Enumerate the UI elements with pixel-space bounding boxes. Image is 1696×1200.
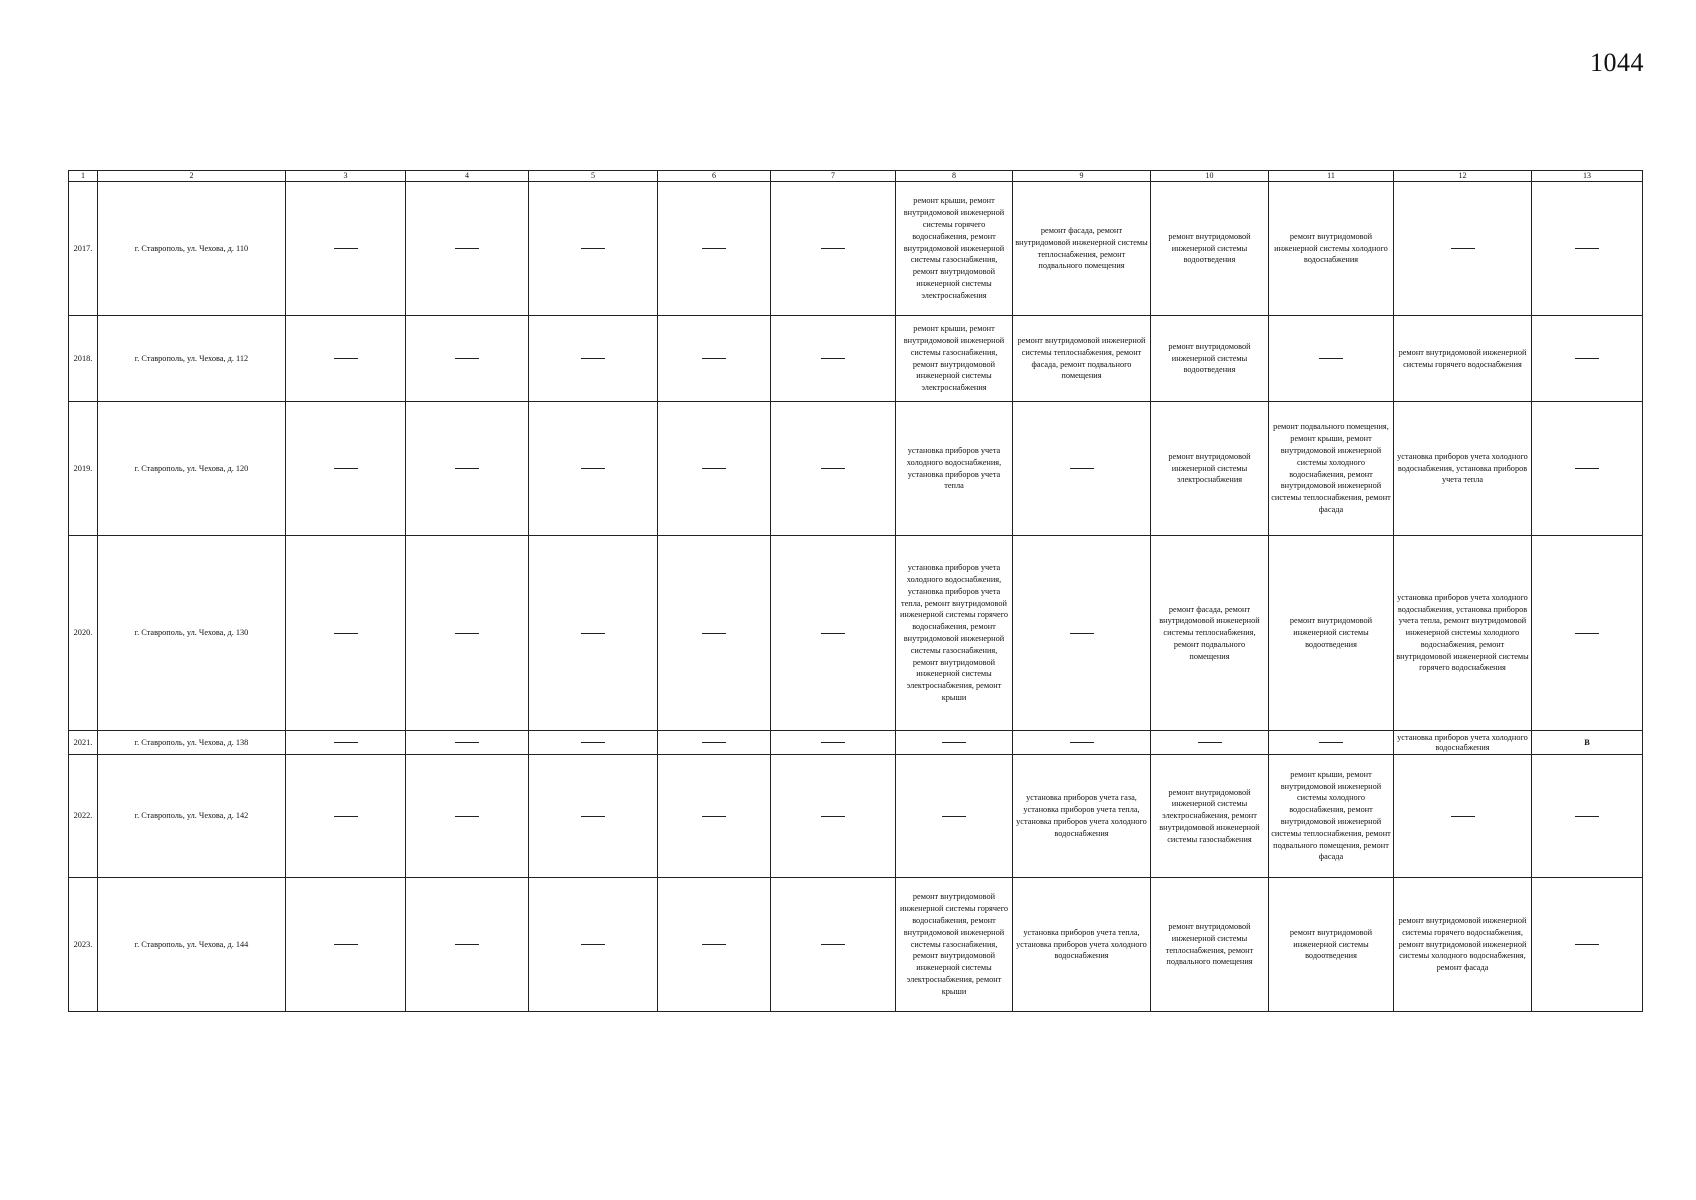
table-row bbox=[69, 755, 1643, 878]
empty-cell-c3 bbox=[286, 182, 406, 316]
dash-mark bbox=[1575, 468, 1599, 469]
empty-cell-c4 bbox=[406, 182, 529, 316]
dash-mark bbox=[334, 358, 358, 359]
cell-c13: В bbox=[1532, 731, 1643, 755]
row-address: г. Ставрополь, ул. Чехова, д. 112 bbox=[98, 316, 286, 402]
dash-mark bbox=[821, 944, 845, 945]
empty-cell-c11 bbox=[1269, 731, 1394, 755]
dash-mark bbox=[581, 468, 605, 469]
work-cell-c11: ремонт крыши, ремонт внутридомовой инженерной системы холодного водоснабжения, ремонт внутридомовой инженерной системы теплоснабжения, ремонт подвального помещения, ремонт фасада bbox=[1269, 755, 1394, 878]
empty-cell-c5 bbox=[529, 182, 658, 316]
dash-mark bbox=[702, 816, 726, 817]
work-cell-c8: ремонт крыши, ремонт внутридомовой инженерной системы горячего водоснабжения, ремонт внутридомовой инженерной системы газоснабжения, ремонт внутридомовой инженерной системы электроснабжения bbox=[896, 182, 1013, 316]
row-number: 2017. bbox=[69, 182, 98, 316]
empty-cell-c3 bbox=[286, 755, 406, 878]
empty-cell-c9 bbox=[1013, 731, 1151, 755]
dash-mark bbox=[1575, 944, 1599, 945]
dash-mark bbox=[1070, 742, 1094, 743]
work-cell-c10: ремонт внутридомовой инженерной системы водоотведения bbox=[1151, 316, 1269, 402]
empty-cell-c5 bbox=[529, 731, 658, 755]
work-cell-c11: ремонт внутридомовой инженерной системы водоотведения bbox=[1269, 536, 1394, 731]
empty-cell-c5 bbox=[529, 316, 658, 402]
work-cell-c8: установка приборов учета холодного водоснабжения, установка приборов учета тепла, ремонт внутридомовой инженерной системы горячего водоснабжения, ремонт внутридомовой инженерной системы газоснабжения, ремонт внутридомовой инженерной системы электроснабжения, ремонт крыши bbox=[896, 536, 1013, 731]
column-header: 10 bbox=[1151, 171, 1269, 182]
dash-mark bbox=[1575, 248, 1599, 249]
work-cell-c11: ремонт внутридомовой инженерной системы водоотведения bbox=[1269, 878, 1394, 1012]
dash-mark bbox=[1451, 816, 1475, 817]
work-cell-c10: ремонт внутридомовой инженерной системы водоотведения bbox=[1151, 182, 1269, 316]
row-address: г. Ставрополь, ул. Чехова, д. 144 bbox=[98, 878, 286, 1012]
empty-cell-c3 bbox=[286, 402, 406, 536]
dash-mark bbox=[1575, 816, 1599, 817]
dash-mark bbox=[334, 816, 358, 817]
row-address: г. Ставрополь, ул. Чехова, д. 110 bbox=[98, 182, 286, 316]
work-cell-c10: ремонт фасада, ремонт внутридомовой инженерной системы теплоснабжения, ремонт подвального помещения bbox=[1151, 536, 1269, 731]
column-header: 7 bbox=[771, 171, 896, 182]
table-row bbox=[69, 731, 1643, 755]
table-row bbox=[69, 402, 1643, 536]
work-cell-c8: установка приборов учета холодного водоснабжения, установка приборов учета тепла bbox=[896, 402, 1013, 536]
dash-mark bbox=[821, 742, 845, 743]
column-header: 11 bbox=[1269, 171, 1394, 182]
column-header: 2 bbox=[98, 171, 286, 182]
work-cell-c12: установка приборов учета холодного водоснабжения, установка приборов учета тепла bbox=[1394, 402, 1532, 536]
dash-mark bbox=[1070, 468, 1094, 469]
column-header: 9 bbox=[1013, 171, 1151, 182]
work-cell-c10: ремонт внутридомовой инженерной системы электроснабжения, ремонт внутридомовой инженерной системы газоснабжения bbox=[1151, 755, 1269, 878]
empty-cell-c4 bbox=[406, 755, 529, 878]
dash-mark bbox=[942, 742, 966, 743]
dash-mark bbox=[1575, 358, 1599, 359]
dash-mark bbox=[455, 358, 479, 359]
table-row bbox=[69, 182, 1643, 316]
work-cell-c9: установка приборов учета газа, установка приборов учета тепла, установка приборов учета холодного водоснабжения bbox=[1013, 755, 1151, 878]
work-schedule-table bbox=[68, 170, 1643, 1012]
empty-cell-c6 bbox=[658, 755, 771, 878]
column-header: 12 bbox=[1394, 171, 1532, 182]
dash-mark bbox=[702, 633, 726, 634]
row-address: г. Ставрополь, ул. Чехова, д. 120 bbox=[98, 402, 286, 536]
empty-cell-c7 bbox=[771, 536, 896, 731]
column-header: 13 bbox=[1532, 171, 1643, 182]
work-cell-c10: ремонт внутридомовой инженерной системы теплоснабжения, ремонт подвального помещения bbox=[1151, 878, 1269, 1012]
column-header: 3 bbox=[286, 171, 406, 182]
column-header: 5 bbox=[529, 171, 658, 182]
work-cell-c12: ремонт внутридомовой инженерной системы горячего водоснабжения bbox=[1394, 316, 1532, 402]
work-cell-c12: ремонт внутридомовой инженерной системы горячего водоснабжения, ремонт внутридомовой инженерной системы холодного водоснабжения, ремонт фасада bbox=[1394, 878, 1532, 1012]
row-address: г. Ставрополь, ул. Чехова, д. 138 bbox=[98, 731, 286, 755]
empty-cell-c3 bbox=[286, 878, 406, 1012]
row-number: 2018. bbox=[69, 316, 98, 402]
empty-cell-c5 bbox=[529, 878, 658, 1012]
dash-mark bbox=[581, 742, 605, 743]
work-cell-c8: ремонт крыши, ремонт внутридомовой инженерной системы газоснабжения, ремонт внутридомовой инженерной системы электроснабжения bbox=[896, 316, 1013, 402]
dash-mark bbox=[942, 816, 966, 817]
work-cell-c11: ремонт внутридомовой инженерной системы холодного водоснабжения bbox=[1269, 182, 1394, 316]
empty-cell-c13 bbox=[1532, 878, 1643, 1012]
empty-cell-c13 bbox=[1532, 402, 1643, 536]
dash-mark bbox=[702, 944, 726, 945]
dash-mark bbox=[581, 248, 605, 249]
empty-cell-c8 bbox=[896, 755, 1013, 878]
dash-mark bbox=[1070, 633, 1094, 634]
dash-mark bbox=[1198, 742, 1222, 743]
table-row bbox=[69, 536, 1643, 731]
empty-cell-c7 bbox=[771, 402, 896, 536]
work-cell-c9: установка приборов учета тепла, установка приборов учета холодного водоснабжения bbox=[1013, 878, 1151, 1012]
dash-mark bbox=[821, 816, 845, 817]
empty-cell-c7 bbox=[771, 731, 896, 755]
empty-cell-c4 bbox=[406, 731, 529, 755]
row-number: 2020. bbox=[69, 536, 98, 731]
empty-cell-c12 bbox=[1394, 755, 1532, 878]
dash-mark bbox=[581, 944, 605, 945]
work-cell-c9: ремонт фасада, ремонт внутридомовой инженерной системы теплоснабжения, ремонт подвального помещения bbox=[1013, 182, 1151, 316]
dash-mark bbox=[702, 248, 726, 249]
work-cell-c10: ремонт внутридомовой инженерной системы электроснабжения bbox=[1151, 402, 1269, 536]
dash-mark bbox=[455, 468, 479, 469]
dash-mark bbox=[702, 358, 726, 359]
empty-cell-c13 bbox=[1532, 755, 1643, 878]
empty-cell-c4 bbox=[406, 402, 529, 536]
dash-mark bbox=[581, 816, 605, 817]
dash-mark bbox=[334, 742, 358, 743]
dash-mark bbox=[821, 468, 845, 469]
empty-cell-c3 bbox=[286, 731, 406, 755]
empty-cell-c5 bbox=[529, 402, 658, 536]
row-number: 2021. bbox=[69, 731, 98, 755]
dash-mark bbox=[334, 633, 358, 634]
empty-cell-c13 bbox=[1532, 536, 1643, 731]
row-number: 2023. bbox=[69, 878, 98, 1012]
row-number: 2022. bbox=[69, 755, 98, 878]
empty-cell-c6 bbox=[658, 316, 771, 402]
empty-cell-c7 bbox=[771, 316, 896, 402]
empty-cell-c10 bbox=[1151, 731, 1269, 755]
dash-mark bbox=[821, 358, 845, 359]
empty-cell-c5 bbox=[529, 536, 658, 731]
table-row bbox=[69, 878, 1643, 1012]
dash-mark bbox=[455, 816, 479, 817]
empty-cell-c13 bbox=[1532, 182, 1643, 316]
page-number: 1044 bbox=[1590, 48, 1644, 77]
row-address: г. Ставрополь, ул. Чехова, д. 142 bbox=[98, 755, 286, 878]
empty-cell-c6 bbox=[658, 536, 771, 731]
empty-cell-c6 bbox=[658, 402, 771, 536]
dash-mark bbox=[455, 633, 479, 634]
column-header: 1 bbox=[69, 171, 98, 182]
dash-mark bbox=[581, 358, 605, 359]
empty-cell-c3 bbox=[286, 536, 406, 731]
dash-mark bbox=[455, 944, 479, 945]
dash-mark bbox=[1319, 358, 1343, 359]
dash-mark bbox=[334, 248, 358, 249]
dash-mark bbox=[821, 248, 845, 249]
empty-cell-c9 bbox=[1013, 402, 1151, 536]
dash-mark bbox=[334, 468, 358, 469]
dash-mark bbox=[1575, 633, 1599, 634]
work-cell-c9: ремонт внутридомовой инженерной системы теплоснабжения, ремонт фасада, ремонт подвального помещения bbox=[1013, 316, 1151, 402]
empty-cell-c4 bbox=[406, 878, 529, 1012]
empty-cell-c12 bbox=[1394, 182, 1532, 316]
column-header: 8 bbox=[896, 171, 1013, 182]
empty-cell-c8 bbox=[896, 731, 1013, 755]
column-header: 6 bbox=[658, 171, 771, 182]
dash-mark bbox=[821, 633, 845, 634]
column-number-row bbox=[69, 171, 1643, 182]
empty-cell-c4 bbox=[406, 536, 529, 731]
empty-cell-c6 bbox=[658, 182, 771, 316]
empty-cell-c6 bbox=[658, 731, 771, 755]
empty-cell-c7 bbox=[771, 182, 896, 316]
dash-mark bbox=[702, 742, 726, 743]
work-cell-c12: установка приборов учета холодного водоснабжения bbox=[1394, 731, 1532, 755]
column-header: 4 bbox=[406, 171, 529, 182]
row-address: г. Ставрополь, ул. Чехова, д. 130 bbox=[98, 536, 286, 731]
dash-mark bbox=[1451, 248, 1475, 249]
dash-mark bbox=[455, 248, 479, 249]
empty-cell-c13 bbox=[1532, 316, 1643, 402]
empty-cell-c9 bbox=[1013, 536, 1151, 731]
work-cell-c8: ремонт внутридомовой инженерной системы горячего водоснабжения, ремонт внутридомовой инженерной системы газоснабжения, ремонт внутридомовой инженерной системы электроснабжения, ремонт крыши bbox=[896, 878, 1013, 1012]
dash-mark bbox=[1319, 742, 1343, 743]
empty-cell-c4 bbox=[406, 316, 529, 402]
work-cell-c12: установка приборов учета холодного водоснабжения, установка приборов учета тепла, ремонт внутридомовой инженерной системы холодного водоснабжения, ремонт внутридомовой инженерной системы горячего водоснабжения bbox=[1394, 536, 1532, 731]
empty-cell-c5 bbox=[529, 755, 658, 878]
table-row bbox=[69, 316, 1643, 402]
empty-cell-c3 bbox=[286, 316, 406, 402]
empty-cell-c6 bbox=[658, 878, 771, 1012]
empty-cell-c7 bbox=[771, 878, 896, 1012]
row-number: 2019. bbox=[69, 402, 98, 536]
work-cell-c11: ремонт подвального помещения, ремонт крыши, ремонт внутридомовой инженерной системы холодного водоснабжения, ремонт внутридомовой инженерной системы теплоснабжения, ремонт фасада bbox=[1269, 402, 1394, 536]
empty-cell-c11 bbox=[1269, 316, 1394, 402]
empty-cell-c7 bbox=[771, 755, 896, 878]
dash-mark bbox=[581, 633, 605, 634]
dash-mark bbox=[455, 742, 479, 743]
dash-mark bbox=[334, 944, 358, 945]
dash-mark bbox=[702, 468, 726, 469]
